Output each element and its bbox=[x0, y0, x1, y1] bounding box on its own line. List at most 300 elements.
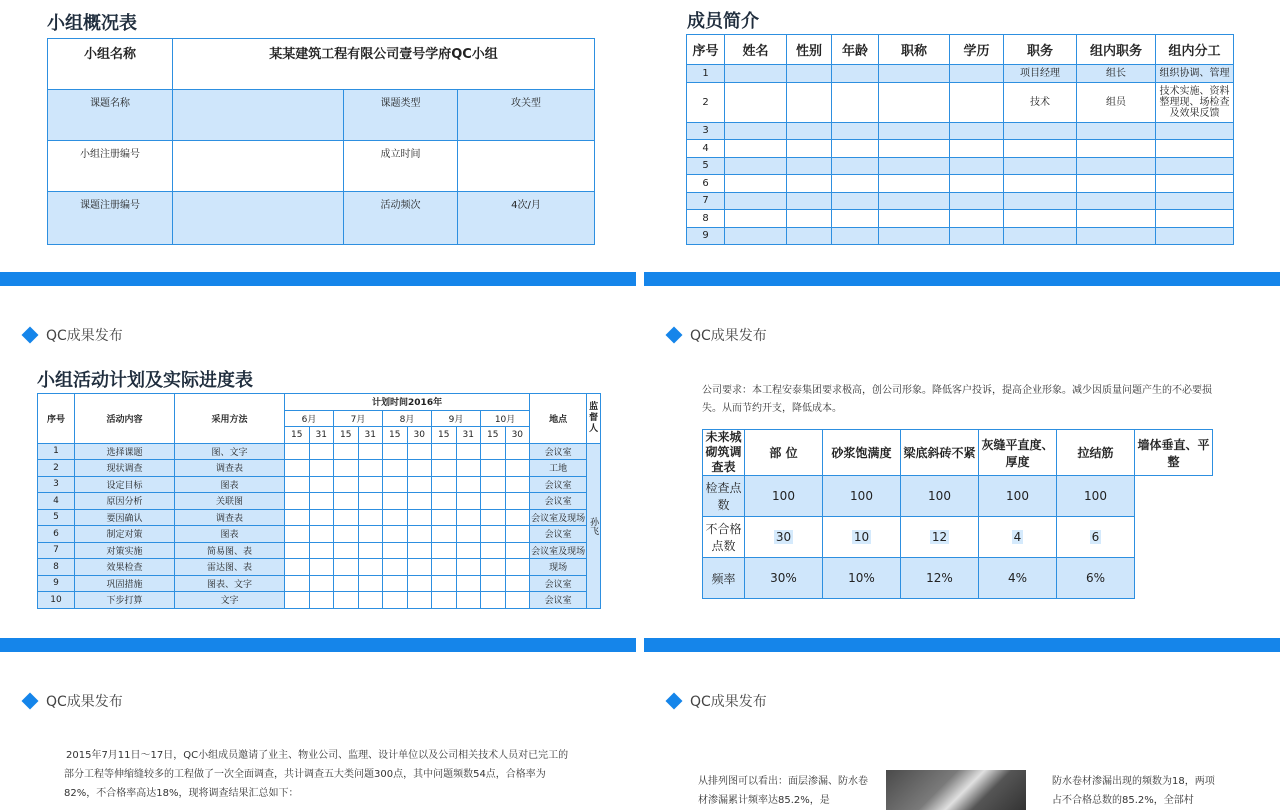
cell-method: 图表 bbox=[175, 526, 285, 543]
slide-divider-bar bbox=[0, 272, 636, 286]
schedule-cell bbox=[505, 493, 530, 510]
cell-education bbox=[950, 82, 1004, 122]
activity-row bbox=[38, 542, 601, 559]
schedule-cell bbox=[358, 460, 383, 477]
cell-duty bbox=[1156, 227, 1234, 245]
schedule-cell bbox=[358, 509, 383, 526]
day-header: 31 bbox=[456, 427, 481, 444]
month-header: 10月 bbox=[481, 410, 530, 427]
cell-education bbox=[950, 210, 1004, 228]
cell-title bbox=[879, 192, 950, 210]
day-header: 30 bbox=[505, 427, 530, 444]
topic-type-label: 课题类型 bbox=[344, 90, 458, 141]
survey-value: 30% bbox=[745, 558, 823, 599]
col-header: 组内分工 bbox=[1156, 35, 1234, 65]
cell-title bbox=[879, 210, 950, 228]
survey-paragraph: 2015年7月11日～17日，QC小组成员邀请了业主、物业公司、监理、设计单位以及公司相关技术人员对已完工的部分工程等伸缩缝较多的工程做了一次全面调查，共计调查五大类问题300点，其中问题频数54点，合格率为82%，不合格率高达18%，现将调查结果汇总如下： bbox=[64, 750, 569, 799]
cell-education bbox=[950, 175, 1004, 193]
col-header-supervisor: 监督人 bbox=[587, 394, 601, 444]
cell-position bbox=[1004, 227, 1077, 245]
schedule-cell bbox=[309, 526, 334, 543]
schedule-cell bbox=[407, 509, 432, 526]
schedule-cell bbox=[505, 509, 530, 526]
cell-position bbox=[1004, 192, 1077, 210]
col-header-no: 序号 bbox=[38, 394, 75, 444]
survey-row bbox=[703, 517, 1213, 558]
cell-duty bbox=[1156, 140, 1234, 158]
survey-value-text: 30 bbox=[775, 530, 792, 544]
schedule-cell bbox=[358, 592, 383, 609]
survey-value: 6% bbox=[1057, 558, 1135, 599]
schedule-cell bbox=[481, 559, 506, 576]
cell-position bbox=[1004, 140, 1077, 158]
schedule-cell bbox=[407, 526, 432, 543]
cell-name bbox=[725, 82, 787, 122]
cell-place: 会议室及现场 bbox=[530, 509, 587, 526]
schedule-cell bbox=[383, 526, 408, 543]
cell-no: 5 bbox=[687, 157, 725, 175]
cell-content: 效果检查 bbox=[75, 559, 175, 576]
cell-method: 关联图 bbox=[175, 493, 285, 510]
cell-method: 文字 bbox=[175, 592, 285, 609]
day-header: 31 bbox=[309, 427, 334, 444]
col-header: 序号 bbox=[687, 35, 725, 65]
month-header: 9月 bbox=[432, 410, 481, 427]
cell-no: 4 bbox=[38, 493, 75, 510]
schedule-cell bbox=[334, 542, 359, 559]
schedule-cell bbox=[456, 443, 481, 460]
cell-content: 设定目标 bbox=[75, 476, 175, 493]
cell-gender bbox=[787, 140, 832, 158]
col-header: 部 位 bbox=[745, 430, 823, 476]
cell-gender bbox=[787, 122, 832, 140]
day-header: 15 bbox=[285, 427, 310, 444]
cell-name bbox=[725, 210, 787, 228]
cell-no: 6 bbox=[687, 175, 725, 193]
activity-row bbox=[38, 575, 601, 592]
schedule-cell bbox=[481, 542, 506, 559]
cell-title bbox=[879, 227, 950, 245]
cell-group-role bbox=[1077, 192, 1156, 210]
day-header: 15 bbox=[334, 427, 359, 444]
schedule-cell bbox=[358, 443, 383, 460]
schedule-cell bbox=[481, 460, 506, 477]
schedule-cell bbox=[285, 542, 310, 559]
activity-row bbox=[38, 592, 601, 609]
group-name-label: 小组名称 bbox=[48, 39, 173, 90]
col-header: 姓名 bbox=[725, 35, 787, 65]
schedule-cell bbox=[358, 542, 383, 559]
activity-row bbox=[38, 493, 601, 510]
pareto-right-text: 防水卷材渗漏出现的频数为18，两项占不合格总数的85.2%，全部村 bbox=[1052, 776, 1215, 806]
schedule-cell bbox=[285, 460, 310, 477]
section-header bbox=[24, 691, 123, 711]
diamond-icon bbox=[22, 693, 39, 710]
schedule-cell bbox=[432, 493, 457, 510]
cell-education bbox=[950, 192, 1004, 210]
month-header: 6月 bbox=[285, 410, 334, 427]
cell-group-role bbox=[1077, 175, 1156, 193]
survey-value-text: 4 bbox=[1013, 530, 1022, 544]
member-table bbox=[686, 34, 1234, 245]
cell-title bbox=[879, 82, 950, 122]
schedule-cell bbox=[456, 526, 481, 543]
slide-survey bbox=[644, 286, 1280, 652]
schedule-cell bbox=[309, 542, 334, 559]
cell-title bbox=[879, 122, 950, 140]
col-header-plan: 计划时间2016年 bbox=[285, 394, 530, 411]
schedule-cell bbox=[407, 575, 432, 592]
cell-place: 工地 bbox=[530, 460, 587, 477]
cell-age bbox=[832, 157, 879, 175]
cell-name bbox=[725, 65, 787, 83]
schedule-cell bbox=[456, 559, 481, 576]
survey-value: 100 bbox=[1057, 476, 1135, 517]
slide-title: 小组概况表 bbox=[47, 13, 137, 34]
schedule-cell bbox=[432, 559, 457, 576]
schedule-cell bbox=[456, 509, 481, 526]
cell-gender bbox=[787, 82, 832, 122]
col-header: 学历 bbox=[950, 35, 1004, 65]
schedule-cell bbox=[383, 476, 408, 493]
slide-divider-bar bbox=[644, 272, 1280, 286]
col-header: 拉结筋 bbox=[1057, 430, 1135, 476]
schedule-cell bbox=[309, 443, 334, 460]
schedule-cell bbox=[358, 575, 383, 592]
slide-title: 小组活动计划及实际进度表 bbox=[37, 370, 253, 391]
activity-row bbox=[38, 559, 601, 576]
schedule-cell bbox=[481, 509, 506, 526]
group-reg-label: 小组注册编号 bbox=[48, 141, 173, 192]
schedule-cell bbox=[481, 476, 506, 493]
schedule-cell bbox=[432, 460, 457, 477]
cell-education bbox=[950, 122, 1004, 140]
cell-content: 选择课题 bbox=[75, 443, 175, 460]
cell-education bbox=[950, 65, 1004, 83]
cell-no: 10 bbox=[38, 592, 75, 609]
col-header: 砂浆饱满度 bbox=[823, 430, 901, 476]
schedule-cell bbox=[383, 542, 408, 559]
cell-place: 会议室 bbox=[530, 526, 587, 543]
cell-gender bbox=[787, 65, 832, 83]
col-header: 灰缝平直度、厚度 bbox=[979, 430, 1057, 476]
topic-name-label: 课题名称 bbox=[48, 90, 173, 141]
col-header-place: 地点 bbox=[530, 394, 587, 444]
schedule-cell bbox=[285, 476, 310, 493]
schedule-cell bbox=[407, 559, 432, 576]
schedule-cell bbox=[358, 559, 383, 576]
topic-reg-value bbox=[173, 192, 344, 245]
slide-divider-bar bbox=[644, 638, 1280, 652]
member-row bbox=[687, 192, 1234, 210]
cell-method: 雷达图、表 bbox=[175, 559, 285, 576]
cell-method: 调查表 bbox=[175, 460, 285, 477]
survey-value: 10% bbox=[823, 558, 901, 599]
schedule-cell bbox=[285, 575, 310, 592]
col-header: 墙体垂直、平整 bbox=[1135, 430, 1213, 476]
slide-survey-summary bbox=[0, 652, 636, 800]
slide-divider-bar bbox=[0, 638, 636, 652]
cell-place: 现场 bbox=[530, 559, 587, 576]
cell-place: 会议室 bbox=[530, 493, 587, 510]
schedule-cell bbox=[407, 493, 432, 510]
cell-gender bbox=[787, 210, 832, 228]
survey-value: 100 bbox=[823, 476, 901, 517]
cell-no: 1 bbox=[687, 65, 725, 83]
schedule-cell bbox=[432, 542, 457, 559]
schedule-cell bbox=[334, 575, 359, 592]
cell-position bbox=[1004, 210, 1077, 228]
frequency-value: 4次/月 bbox=[458, 192, 595, 245]
cell-no: 7 bbox=[38, 542, 75, 559]
schedule-cell bbox=[432, 443, 457, 460]
activity-row bbox=[38, 460, 601, 477]
month-header: 7月 bbox=[334, 410, 383, 427]
cell-content: 现状调查 bbox=[75, 460, 175, 477]
cell-group-role bbox=[1077, 140, 1156, 158]
cell-group-role bbox=[1077, 157, 1156, 175]
schedule-cell bbox=[456, 493, 481, 510]
cell-no: 2 bbox=[38, 460, 75, 477]
cell-gender bbox=[787, 157, 832, 175]
schedule-cell bbox=[407, 592, 432, 609]
schedule-cell bbox=[481, 592, 506, 609]
cell-duty bbox=[1156, 192, 1234, 210]
schedule-cell bbox=[358, 493, 383, 510]
company-requirement-text: 公司要求：本工程安泰集团要求极高，创公司形象。降低客户投诉，提高企业形象。减少因质量问题产生的不必要损失。从而节约开支，降低成本。 bbox=[702, 385, 1212, 414]
col-header: 性别 bbox=[787, 35, 832, 65]
cell-group-role bbox=[1077, 227, 1156, 245]
cell-gender bbox=[787, 192, 832, 210]
schedule-cell bbox=[481, 493, 506, 510]
schedule-cell bbox=[309, 592, 334, 609]
section-label: QC成果发布 bbox=[690, 328, 767, 344]
pareto-left-text: 从排列图可以看出：面层渗漏、防水卷材渗漏累计频率达85.2%，是 bbox=[698, 776, 868, 806]
cell-age bbox=[832, 82, 879, 122]
schedule-cell bbox=[383, 509, 408, 526]
cell-content: 巩固措施 bbox=[75, 575, 175, 592]
cell-method: 图表 bbox=[175, 476, 285, 493]
schedule-cell bbox=[456, 592, 481, 609]
topic-reg-label: 课题注册编号 bbox=[48, 192, 173, 245]
member-row bbox=[687, 122, 1234, 140]
member-row bbox=[687, 157, 1234, 175]
col-header-method: 采用方法 bbox=[175, 394, 285, 444]
cell-no: 2 bbox=[687, 82, 725, 122]
cell-age bbox=[832, 175, 879, 193]
cell-education bbox=[950, 227, 1004, 245]
cell-method: 图、文字 bbox=[175, 443, 285, 460]
survey-value-text: 10 bbox=[853, 530, 870, 544]
cell-group-role bbox=[1077, 122, 1156, 140]
topic-name-value bbox=[173, 90, 344, 141]
diamond-icon bbox=[666, 327, 683, 344]
survey-value: 4% bbox=[979, 558, 1057, 599]
cell-no: 1 bbox=[38, 443, 75, 460]
schedule-cell bbox=[334, 559, 359, 576]
cell-name bbox=[725, 157, 787, 175]
schedule-cell bbox=[285, 509, 310, 526]
survey-value bbox=[1057, 517, 1135, 558]
schedule-cell bbox=[309, 559, 334, 576]
activity-row bbox=[38, 476, 601, 493]
cell-duty bbox=[1156, 175, 1234, 193]
section-header bbox=[668, 691, 767, 711]
schedule-cell bbox=[407, 542, 432, 559]
col-header: 职务 bbox=[1004, 35, 1077, 65]
day-header: 30 bbox=[407, 427, 432, 444]
survey-value bbox=[979, 517, 1057, 558]
schedule-cell bbox=[505, 592, 530, 609]
row-label: 检查点数 bbox=[703, 476, 745, 517]
cell-content: 下步打算 bbox=[75, 592, 175, 609]
schedule-cell bbox=[383, 443, 408, 460]
cell-name bbox=[725, 192, 787, 210]
section-label: QC成果发布 bbox=[46, 694, 123, 710]
schedule-cell bbox=[407, 460, 432, 477]
cell-content: 要因确认 bbox=[75, 509, 175, 526]
topic-type-value: 攻关型 bbox=[458, 90, 595, 141]
col-header: 年龄 bbox=[832, 35, 879, 65]
member-row bbox=[687, 82, 1234, 122]
cell-age bbox=[832, 140, 879, 158]
cell-age bbox=[832, 122, 879, 140]
col-header: 组内职务 bbox=[1077, 35, 1156, 65]
cell-group-role bbox=[1077, 210, 1156, 228]
cell-no: 9 bbox=[687, 227, 725, 245]
section-header bbox=[668, 325, 767, 345]
cell-no: 8 bbox=[687, 210, 725, 228]
day-header: 15 bbox=[481, 427, 506, 444]
day-header: 31 bbox=[358, 427, 383, 444]
schedule-cell bbox=[285, 526, 310, 543]
schedule-cell bbox=[309, 460, 334, 477]
diamond-icon bbox=[22, 327, 39, 344]
schedule-cell bbox=[407, 476, 432, 493]
schedule-cell bbox=[505, 542, 530, 559]
schedule-cell bbox=[505, 476, 530, 493]
cell-content: 原因分析 bbox=[75, 493, 175, 510]
cell-name bbox=[725, 227, 787, 245]
schedule-cell bbox=[334, 509, 359, 526]
cell-title bbox=[879, 65, 950, 83]
col-header-content: 活动内容 bbox=[75, 394, 175, 444]
schedule-cell bbox=[383, 493, 408, 510]
cell-no: 5 bbox=[38, 509, 75, 526]
schedule-cell bbox=[309, 509, 334, 526]
diamond-icon bbox=[666, 693, 683, 710]
survey-value bbox=[745, 517, 823, 558]
founded-label: 成立时间 bbox=[344, 141, 458, 192]
frequency-label: 活动频次 bbox=[344, 192, 458, 245]
cell-group-role: 组员 bbox=[1077, 82, 1156, 122]
cell-group-role: 组长 bbox=[1077, 65, 1156, 83]
cell-no: 9 bbox=[38, 575, 75, 592]
cell-age bbox=[832, 65, 879, 83]
schedule-cell bbox=[309, 476, 334, 493]
schedule-cell bbox=[334, 592, 359, 609]
slide-pareto-analysis bbox=[644, 652, 1280, 806]
section-header bbox=[24, 325, 123, 345]
cell-position: 项目经理 bbox=[1004, 65, 1077, 83]
cell-duty: 技术实施、资料整理现、场检查及效果反馈 bbox=[1156, 82, 1234, 122]
row-label: 不合格点数 bbox=[703, 517, 745, 558]
cell-method: 调查表 bbox=[175, 509, 285, 526]
schedule-cell bbox=[456, 476, 481, 493]
col-header: 职称 bbox=[879, 35, 950, 65]
cell-place: 会议室 bbox=[530, 592, 587, 609]
cell-duty bbox=[1156, 210, 1234, 228]
schedule-cell bbox=[358, 476, 383, 493]
cell-education bbox=[950, 140, 1004, 158]
member-row bbox=[687, 210, 1234, 228]
cell-age bbox=[832, 192, 879, 210]
cell-no: 7 bbox=[687, 192, 725, 210]
schedule-cell bbox=[383, 575, 408, 592]
schedule-cell bbox=[285, 493, 310, 510]
schedule-cell bbox=[505, 526, 530, 543]
activity-plan-table bbox=[37, 393, 601, 609]
row-label: 频率 bbox=[703, 558, 745, 599]
schedule-cell bbox=[407, 443, 432, 460]
survey-value: 12% bbox=[901, 558, 979, 599]
member-row bbox=[687, 175, 1234, 193]
section-label: QC成果发布 bbox=[46, 328, 123, 344]
schedule-cell bbox=[456, 542, 481, 559]
cell-name bbox=[725, 122, 787, 140]
schedule-cell bbox=[432, 476, 457, 493]
cell-place: 会议室及现场 bbox=[530, 542, 587, 559]
survey-value bbox=[901, 517, 979, 558]
slide-title: 成员简介 bbox=[687, 11, 759, 32]
cell-place: 会议室 bbox=[530, 443, 587, 460]
schedule-cell bbox=[285, 443, 310, 460]
member-row bbox=[687, 65, 1234, 83]
schedule-cell bbox=[285, 559, 310, 576]
cell-duty bbox=[1156, 157, 1234, 175]
survey-value: 100 bbox=[901, 476, 979, 517]
schedule-cell bbox=[505, 559, 530, 576]
masonry-survey-table bbox=[702, 429, 1213, 599]
cell-gender bbox=[787, 227, 832, 245]
slide-group-overview bbox=[0, 0, 636, 286]
founded-value bbox=[458, 141, 595, 192]
cell-place: 会议室 bbox=[530, 575, 587, 592]
schedule-cell bbox=[432, 575, 457, 592]
cell-name bbox=[725, 175, 787, 193]
activity-row bbox=[38, 526, 601, 543]
day-header: 15 bbox=[432, 427, 457, 444]
schedule-cell bbox=[456, 460, 481, 477]
survey-row bbox=[703, 558, 1213, 599]
cell-gender bbox=[787, 175, 832, 193]
cell-name bbox=[725, 140, 787, 158]
cell-position: 技术 bbox=[1004, 82, 1077, 122]
cell-no: 6 bbox=[38, 526, 75, 543]
cell-content: 对策实施 bbox=[75, 542, 175, 559]
activity-row bbox=[38, 509, 601, 526]
survey-value: 100 bbox=[745, 476, 823, 517]
survey-side-label: 未来城砌筑调查表 bbox=[703, 430, 745, 476]
cell-no: 3 bbox=[38, 476, 75, 493]
member-header-row bbox=[687, 35, 1234, 65]
cell-supervisor: 孙飞 bbox=[587, 443, 601, 608]
cell-age bbox=[832, 210, 879, 228]
cell-no: 3 bbox=[687, 122, 725, 140]
survey-row bbox=[703, 476, 1213, 517]
cell-content: 制定对策 bbox=[75, 526, 175, 543]
cell-education bbox=[950, 157, 1004, 175]
